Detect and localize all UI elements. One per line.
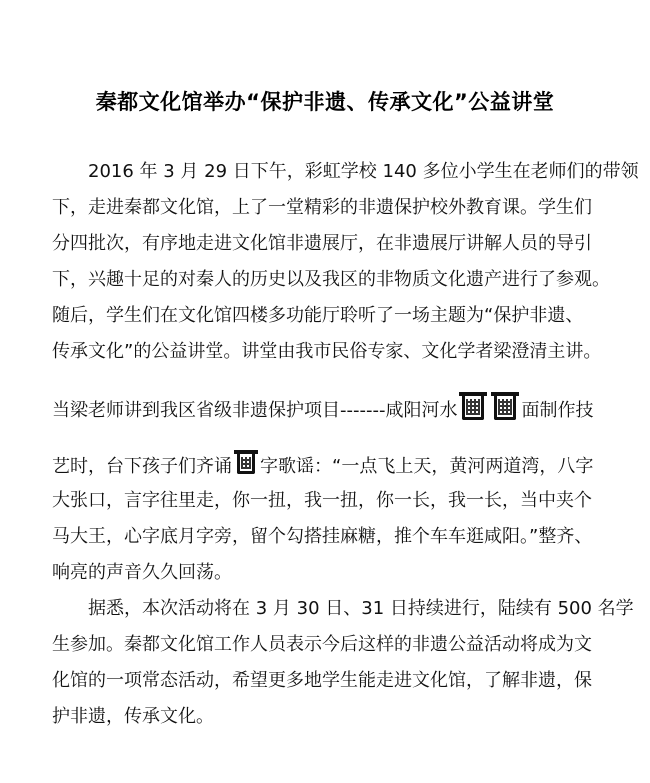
paragraph-line: 2016 年 3 月 29 日下午，彩虹学校 140 多位小学生在老师们的带领 xyxy=(88,161,639,182)
line-text: 面制作技 xyxy=(521,400,594,421)
paragraph-line: 马大王，心字底月字旁，留个勾搭挂麻糖，推个车车逛咸阳。”整齐、 xyxy=(52,526,593,547)
paragraph-line: 随后，学生们在文化馆四楼多功能厅聆听了一场主题为“保护非遗、 xyxy=(52,305,584,326)
paragraph-line: 生参加。秦都文化馆工作人员表示今后这样的非遗公益活动将成为文 xyxy=(52,634,592,655)
paragraph-line-with-special-char xyxy=(52,392,593,422)
line-text: 字歌谣：“一点飞上天，黄河两道湾，八字 xyxy=(260,456,594,477)
paragraph-line: 传承文化”的公益讲堂。讲堂由我市民俗专家、文化学者梁澄清主讲。 xyxy=(52,341,602,362)
paragraph-line: 据悉，本次活动将在 3 月 30 日、31 日持续进行，陆续有 500 名学 xyxy=(88,598,634,619)
biang-character-icon xyxy=(490,392,520,422)
paragraph-line: 分四批次，有序地走进文化馆非遗展厅，在非遗展厅讲解人员的导引 xyxy=(52,233,592,254)
article-title: 秦都文化馆举办“保护非遗、传承文化”公益讲堂 xyxy=(95,90,555,114)
paragraph-line-with-special-char xyxy=(52,450,593,478)
paragraph-line: 化馆的一项常态活动，希望更多地学生能走进文化馆，了解非遗，保 xyxy=(52,670,592,691)
biang-character-icon xyxy=(458,392,488,422)
line-text: 当梁老师讲到我区省级非遗保护项目-------咸阳河水 xyxy=(52,400,458,421)
paragraph-line: 大张口，言字往里走，你一扭，我一扭，你一长，我一长，当中夹个 xyxy=(52,490,592,511)
paragraph-line: 响亮的声音久久回荡。 xyxy=(52,562,232,583)
paragraph-line: 下，走进秦都文化馆，上了一堂精彩的非遗保护校外教育课。学生们 xyxy=(52,197,592,218)
line-text: 艺时，台下孩子们齐诵 xyxy=(52,456,232,477)
paragraph-line: 护非遗，传承文化。 xyxy=(52,706,214,727)
biang-character-icon xyxy=(233,450,259,476)
paragraph-line: 下，兴趣十足的对秦人的历史以及我区的非物质文化遗产进行了参观。 xyxy=(52,269,610,290)
